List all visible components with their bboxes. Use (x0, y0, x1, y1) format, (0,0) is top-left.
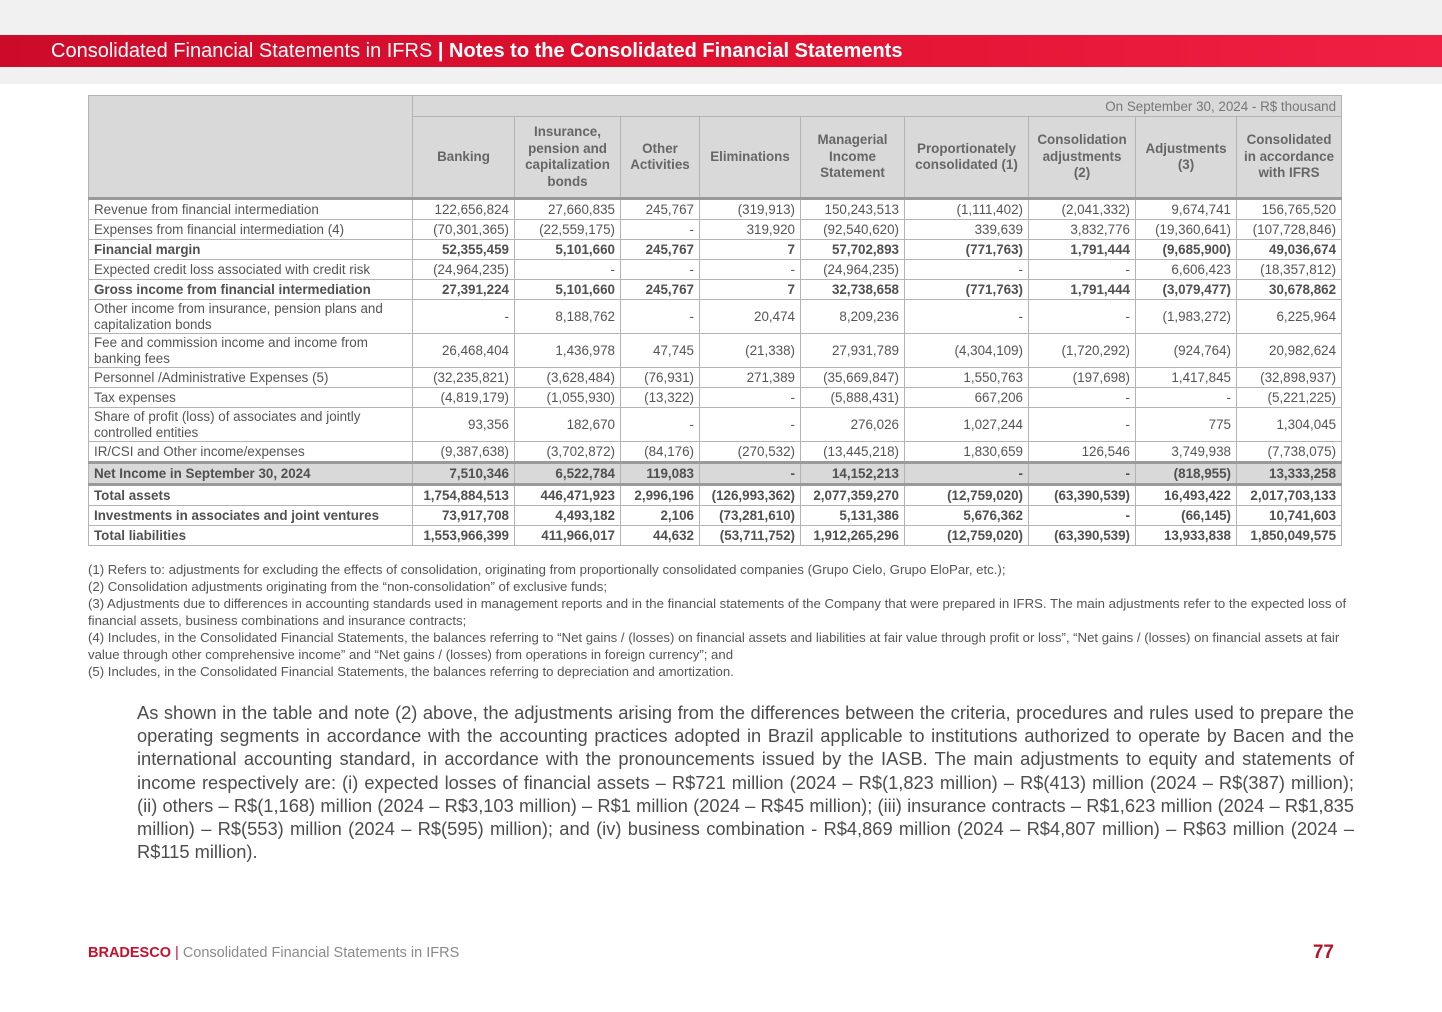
table-cell: 2,077,359,270 (801, 485, 905, 506)
table-cell: (84,176) (621, 442, 700, 463)
page-number: 77 (1312, 942, 1334, 963)
table-cell: (4,304,109) (905, 334, 1029, 368)
table-cell: (92,540,620) (801, 220, 905, 240)
table-cell: 1,550,763 (905, 368, 1029, 388)
table-cell: 26,468,404 (413, 334, 515, 368)
row-label: Total liabilities (89, 526, 413, 546)
table-cell: (76,931) (621, 368, 700, 388)
table-cell: 73,917,708 (413, 506, 515, 526)
table-cell: - (621, 300, 700, 334)
table-cell: - (905, 260, 1029, 280)
table-cell: 119,083 (621, 463, 700, 485)
table-cell: - (1029, 300, 1136, 334)
table-cell: - (1029, 260, 1136, 280)
table-cell: 339,639 (905, 220, 1029, 240)
table-cell: 8,188,762 (515, 300, 621, 334)
table-cell: 2,996,196 (621, 485, 700, 506)
table-cell: - (1029, 506, 1136, 526)
table-cell: (3,628,484) (515, 368, 621, 388)
table-cell: 276,026 (801, 408, 905, 442)
table-cell: 126,546 (1029, 442, 1136, 463)
table-cell: 32,738,658 (801, 280, 905, 300)
footer-brand: BRADESCO (88, 945, 171, 961)
table-row (89, 334, 1342, 368)
table-cell: 1,791,444 (1029, 240, 1136, 260)
footnote: (4) Includes, in the Consolidated Financial Statements, the balances referring to “Net gains / (losses) on financial assets and liabilities at fair value through profit or loss”, “Net gains / (losses) on financial assets at fair value through other comprehensive income” and “Net gains / (losses) from operations in foreign currency”; and (88, 630, 1340, 662)
table-cell: (818,955) (1136, 463, 1237, 485)
table-cell: 20,474 (700, 300, 801, 334)
table-cell: (3,079,477) (1136, 280, 1237, 300)
table-cell: - (700, 388, 801, 408)
table-cell: 156,765,520 (1237, 199, 1342, 220)
table-cell: (5,221,225) (1237, 388, 1342, 408)
table-cell: (270,532) (700, 442, 801, 463)
table-cell: 271,389 (700, 368, 801, 388)
row-label: Revenue from financial intermediation (89, 199, 413, 220)
table-cell: - (700, 260, 801, 280)
table-cell: 6,225,964 (1237, 300, 1342, 334)
table-cell: 1,027,244 (905, 408, 1029, 442)
table-cell: 52,355,459 (413, 240, 515, 260)
table-cell: 245,767 (621, 199, 700, 220)
table-cell: 6,606,423 (1136, 260, 1237, 280)
footer-doc-title: Consolidated Financial Statements in IFRS (182, 945, 460, 961)
table-cell: 6,522,784 (515, 463, 621, 485)
col-header: Managerial Income Statement (801, 117, 905, 199)
table-cell: 13,333,258 (1237, 463, 1342, 485)
table-row (89, 442, 1342, 463)
table-cell: 47,745 (621, 334, 700, 368)
table-cell: - (621, 260, 700, 280)
table-cell: (9,387,638) (413, 442, 515, 463)
table-cell: 5,101,660 (515, 280, 621, 300)
table-cell: 411,966,017 (515, 526, 621, 546)
table-cell: 3,749,938 (1136, 442, 1237, 463)
table-cell: - (905, 463, 1029, 485)
table-cell: - (700, 463, 801, 485)
row-label: Investments in associates and joint ventures (89, 506, 413, 526)
table-cell: - (905, 300, 1029, 334)
footer-separator: | (175, 945, 179, 961)
table-cell: (7,738,075) (1237, 442, 1342, 463)
table-cell: 5,101,660 (515, 240, 621, 260)
table-cell: (53,711,752) (700, 526, 801, 546)
table-cell: (13,445,218) (801, 442, 905, 463)
table-cell: 1,791,444 (1029, 280, 1136, 300)
table-cell: 4,493,182 (515, 506, 621, 526)
table-cell: (21,338) (700, 334, 801, 368)
table-cell: - (1029, 388, 1136, 408)
table-cell: (9,685,900) (1136, 240, 1237, 260)
table-cell: - (700, 408, 801, 442)
table-cell: 1,417,845 (1136, 368, 1237, 388)
table-cell: (32,898,937) (1237, 368, 1342, 388)
col-header: Eliminations (700, 117, 801, 199)
table-corner (89, 96, 413, 199)
table-cell: (197,698) (1029, 368, 1136, 388)
table-cell: (5,888,431) (801, 388, 905, 408)
table-row (89, 220, 1342, 240)
table-cell: 1,830,659 (905, 442, 1029, 463)
table-cell: 2,017,703,133 (1237, 485, 1342, 506)
table-cell: 5,131,386 (801, 506, 905, 526)
row-label: Fee and commission income and income from banking fees (89, 334, 413, 368)
table-cell: (70,301,365) (413, 220, 515, 240)
table-cell: (63,390,539) (1029, 526, 1136, 546)
row-label: Expenses from financial intermediation (4) (89, 220, 413, 240)
table-cell: (35,669,847) (801, 368, 905, 388)
table-cell: 1,912,265,296 (801, 526, 905, 546)
table-cell: - (515, 260, 621, 280)
table-cell: 7 (700, 240, 801, 260)
table-cell: (1,720,292) (1029, 334, 1136, 368)
table-cell: 182,670 (515, 408, 621, 442)
row-label: Gross income from financial intermediation (89, 280, 413, 300)
table-cell: 20,982,624 (1237, 334, 1342, 368)
table-cell: (13,322) (621, 388, 700, 408)
table-row (89, 388, 1342, 408)
body-paragraph: As shown in the table and note (2) above, the adjustments arising from the differences between the criteria, procedures and rules used to prepare the operating segments in accordance with the accounting practices adopted in Brazil applicable to institutions authorized to operate by Bacen and the international accounting standard, in accordance with the pronouncements issued by the IASB. The main adjustments to equity and statements of income respectively are: (i) expected losses of financial assets – R$721 million (2024 – R$(1,823 million) – R$(413) million (2024 – R$(387) million); (ii) others – R$(1,168) million (2024 – R$3,103 million) – R$1 million (2024 – R$45 million); (iii) insurance contracts – R$1,623 million (2024 – R$1,835 million) – R$(553) million (2024 – R$(595) million); and (iv) business combination - R$4,869 million (2024 – R$4,807 million) – R$63 million (2024 – R$115 million). (137, 702, 1354, 863)
table-row (89, 506, 1342, 526)
footer (88, 945, 459, 961)
table-cell: 13,933,838 (1136, 526, 1237, 546)
table-cell: 16,493,422 (1136, 485, 1237, 506)
table-cell: 44,632 (621, 526, 700, 546)
row-label: Share of profit (loss) of associates and jointly controlled entities (89, 408, 413, 442)
row-label: Financial margin (89, 240, 413, 260)
table-row (89, 526, 1342, 546)
table-cell: 1,754,884,513 (413, 485, 515, 506)
table-cell: (2,041,332) (1029, 199, 1136, 220)
row-label: Other income from insurance, pension plans and capitalization bonds (89, 300, 413, 334)
segment-table (88, 95, 1342, 546)
table-unit-label: On September 30, 2024 - R$ thousand (413, 96, 1342, 117)
table-cell: 27,660,835 (515, 199, 621, 220)
col-header: Insurance, pension and capitalization bonds (515, 117, 621, 199)
table-cell: 150,243,513 (801, 199, 905, 220)
table-cell: 14,152,213 (801, 463, 905, 485)
table-cell: 27,931,789 (801, 334, 905, 368)
table-cell: (24,964,235) (413, 260, 515, 280)
table-row (89, 300, 1342, 334)
table-cell: 7,510,346 (413, 463, 515, 485)
table-cell: (771,763) (905, 280, 1029, 300)
table-cell: 49,036,674 (1237, 240, 1342, 260)
table-cell: 9,674,741 (1136, 199, 1237, 220)
row-label: Expected credit loss associated with credit risk (89, 260, 413, 280)
table-cell: (771,763) (905, 240, 1029, 260)
row-label: Tax expenses (89, 388, 413, 408)
table-cell: 7 (700, 280, 801, 300)
table-cell: (107,728,846) (1237, 220, 1342, 240)
table-cell: (18,357,812) (1237, 260, 1342, 280)
table-cell: (319,913) (700, 199, 801, 220)
row-label: Net Income in September 30, 2024 (89, 463, 413, 485)
table-row (89, 199, 1342, 220)
table-cell: 245,767 (621, 280, 700, 300)
table-cell: (924,764) (1136, 334, 1237, 368)
table-cell: (63,390,539) (1029, 485, 1136, 506)
table-cell: (32,235,821) (413, 368, 515, 388)
table-row (89, 260, 1342, 280)
table-row (89, 463, 1342, 485)
footnote: (5) Includes, in the Consolidated Financial Statements, the balances referring to depreciation and amortization. (88, 664, 734, 679)
table-cell: (4,819,179) (413, 388, 515, 408)
table-cell: 1,553,966,399 (413, 526, 515, 546)
table-cell: (12,759,020) (905, 485, 1029, 506)
table-cell: - (621, 408, 700, 442)
table-cell: - (621, 220, 700, 240)
table-cell: - (413, 300, 515, 334)
table-cell: - (1136, 388, 1237, 408)
table-cell: (73,281,610) (700, 506, 801, 526)
header-title-left: Consolidated Financial Statements in IFRS (51, 40, 433, 62)
table-cell: 1,436,978 (515, 334, 621, 368)
row-label: IR/CSI and Other income/expenses (89, 442, 413, 463)
table-cell: 57,702,893 (801, 240, 905, 260)
table-row (89, 280, 1342, 300)
col-header: Other Activities (621, 117, 700, 199)
footnote: (2) Consolidation adjustments originating from the “non-consolidation” of exclusive funds; (88, 579, 607, 594)
table-row (89, 485, 1342, 506)
table-cell: (1,111,402) (905, 199, 1029, 220)
table-cell: 775 (1136, 408, 1237, 442)
table-cell: (3,702,872) (515, 442, 621, 463)
table-cell: (1,983,272) (1136, 300, 1237, 334)
table-cell: - (1029, 408, 1136, 442)
table-cell: 5,676,362 (905, 506, 1029, 526)
col-header: Banking (413, 117, 515, 199)
table-cell: 446,471,923 (515, 485, 621, 506)
footnote: (3) Adjustments due to differences in accounting standards used in management reports and in the financial statements of the Company that were prepared in IFRS. The main adjustments refer to the expected loss of financial assets, business combinations and insurance contracts; (88, 596, 1347, 628)
row-label: Personnel /Administrative Expenses (5) (89, 368, 413, 388)
table-cell: 8,209,236 (801, 300, 905, 334)
header-bar (0, 35, 1442, 67)
col-header: Consolidated in accordance with IFRS (1237, 117, 1342, 199)
table-cell: 245,767 (621, 240, 700, 260)
table-cell: 1,304,045 (1237, 408, 1342, 442)
col-header: Adjustments (3) (1136, 117, 1237, 199)
table-cell: 30,678,862 (1237, 280, 1342, 300)
table-cell: 27,391,224 (413, 280, 515, 300)
table-cell: 3,832,776 (1029, 220, 1136, 240)
table-cell: (66,145) (1136, 506, 1237, 526)
table-cell: 667,206 (905, 388, 1029, 408)
header-title-right: Notes to the Consolidated Financial Statements (449, 40, 903, 62)
row-label: Total assets (89, 485, 413, 506)
col-header: Consolidation adjustments (2) (1029, 117, 1136, 199)
header-separator: | (437, 40, 444, 62)
table-cell: (126,993,362) (700, 485, 801, 506)
table-cell: (1,055,930) (515, 388, 621, 408)
table-cell: (19,360,641) (1136, 220, 1237, 240)
table-cell: (22,559,175) (515, 220, 621, 240)
table-row (89, 240, 1342, 260)
table-cell: 1,850,049,575 (1237, 526, 1342, 546)
table-cell: 122,656,824 (413, 199, 515, 220)
table-cell: 2,106 (621, 506, 700, 526)
table-cell: (24,964,235) (801, 260, 905, 280)
table-cell: 10,741,603 (1237, 506, 1342, 526)
table-cell: 319,920 (700, 220, 801, 240)
table-row (89, 408, 1342, 442)
table-cell: 93,356 (413, 408, 515, 442)
footnotes (88, 561, 1354, 680)
table-cell: - (1029, 463, 1136, 485)
col-header: Proportionately consolidated (1) (905, 117, 1029, 199)
table-cell: (12,759,020) (905, 526, 1029, 546)
table-row (89, 368, 1342, 388)
footnote: (1) Refers to: adjustments for excluding the effects of consolidation, originating from proportionally consolidated companies (Grupo Cielo, Grupo EloPar, etc.); (88, 562, 1006, 577)
